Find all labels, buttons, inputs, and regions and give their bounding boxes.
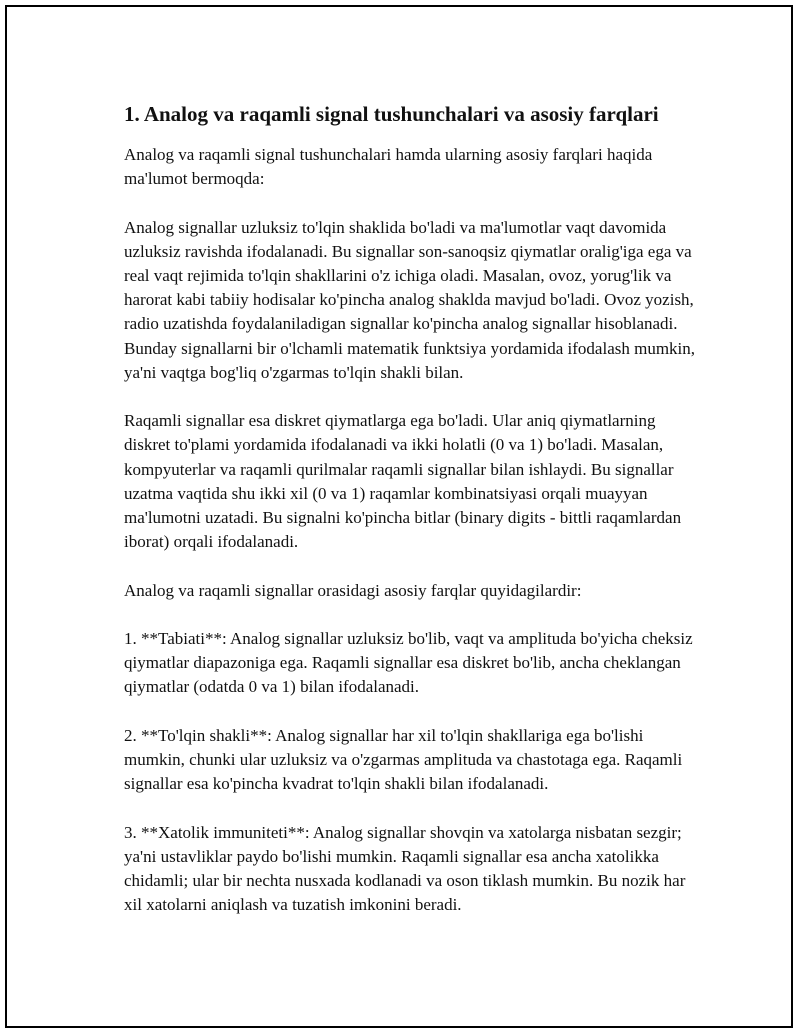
page-frame: [5, 5, 793, 1028]
paragraph-digital: Raqamli signallar esa diskret qiymatlarga ega bo'ladi. Ular aniq qiymatlarning diskret to'plami yordamida ifodalanadi va ikki holatli (0 va 1) bo'ladi. Masalan, kompyuterlar va raqamli qurilmalar raqamli signallar bilan ishlaydi. Bu signallar uzatma vaqtida shu ikki xil (0 va 1) raqamlar kombinatsiyasi orqali muayyan ma'lumotni uzatadi. Bu signalni ko'pincha bitlar (binary digits - bittli raqamlardan iborat) orqali ifodalanadi.: [124, 411, 682, 552]
document-title: 1. Analog va raqamli signal tushunchalari va asosiy farqlari: [124, 102, 659, 126]
list-item-nature: 1. **Tabiati**: Analog signallar uzluksiz bo'lib, vaqt va amplituda bo'yicha cheksiz qiymatlar diapazoniga ega. Raqamli signallar esa diskret bo'lib, ancha cheklangan qiymatlar (odatda 0 va 1) bilan ifodalanadi.: [124, 629, 693, 697]
list-item-error-immunity: 3. **Xatolik immuniteti**: Analog signallar shovqin va xatolarga nisbatan sezgir; ya'ni ustavliklar paydo bo'lishi mumkin. Raqamli signallar esa ancha xatolikka chidamli; ular bir nechta nusxada kodlanadi va oson tiklash mumkin. Bu nozik har xil xatolarni aniqlash va tuzatish imkonini beradi.: [124, 822, 686, 915]
paragraph-intro: Analog va raqamli signal tushunchalari hamda ularning asosiy farqlari haqida ma'lumot bermoqda:: [124, 145, 653, 189]
paragraph-differences-intro: Analog va raqamli signallar orasidagi asosiy farqlar quyidagilardir:: [124, 580, 582, 600]
paragraph-analog: Analog signallar uzluksiz to'lqin shaklida bo'ladi va ma'lumotlar vaqt davomida uzluksiz ravishda ifodalanadi. Bu signallar son-sanoqsiz qiymatlar oralig'iga ega va real vaqt rejimida to'lqin shakllarini o'z ichiga oladi. Masalan, ovoz, yorug'lik va harorat kabi tabiiy hodisalar ko'pincha analog shaklda mavjud bo'ladi. Ovoz yozish, radio uzatishda foydalaniladigan signallar ko'pincha analog signallar hisoblanadi. Bunday signallarni bir o'lchamli matematik funktsiya yordamida ifodalash mumkin, ya'ni vaqtga bog'liq o'zgarmas to'lqin shakli bilan.: [124, 217, 696, 382]
list-item-waveform: 2. **To'lqin shakli**: Analog signallar har xil to'lqin shakllariga ega bo'lishi mumkin, chunki ular uzluksiz va o'zgarmas amplituda va chastotaga ega. Raqamli signallar esa ko'pincha kvadrat to'lqin shakli bilan ifodalanadi.: [124, 725, 683, 794]
document-body: [124, 99, 704, 917]
